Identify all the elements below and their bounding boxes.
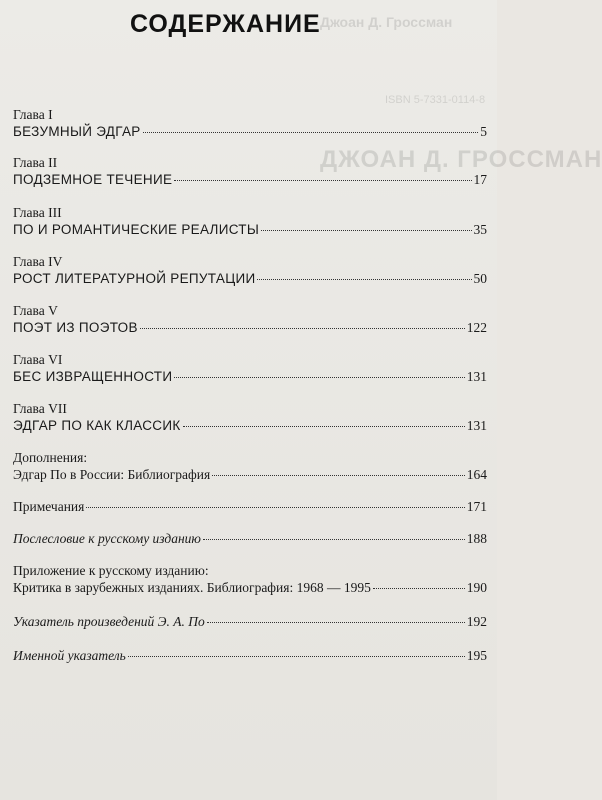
chapter-number: Глава VI [13,352,63,367]
toc-entry-chapter-4[interactable] [13,254,487,287]
page-number: 195 [466,648,487,663]
dot-leader [140,328,465,329]
chapter-title: БЕС ИЗВРАЩЕННОСТИ [13,369,173,384]
page-number: 131 [466,369,487,384]
bleed-isbn: ISBN 5-7331-0114-8 [385,94,486,106]
page-number: 5 [480,124,487,139]
toc-entry-works-index[interactable] [13,613,487,630]
page-number: 192 [466,614,487,629]
dot-leader [257,279,471,280]
chapter-title: ПОДЗЕМНОЕ ТЕЧЕНИЕ [13,172,173,187]
supplement-heading: Дополнения: [13,450,88,465]
chapter-title: БЕЗУМНЫЙ ЭДГАР [13,124,141,139]
chapter-title: ЭДГАР ПО КАК КЛАССИК [13,418,181,433]
page-number: 190 [466,580,487,595]
appendix-heading: Приложение к русскому изданию: [13,563,209,578]
name-index-title: Именной указатель [13,648,126,663]
toc-entry-chapter-3[interactable] [13,205,487,238]
page-number: 122 [466,320,487,335]
toc-entry-chapter-2[interactable] [13,155,487,188]
dot-leader [207,622,465,623]
toc-entry-chapter-5[interactable] [13,303,487,336]
dot-leader [174,377,464,378]
afterword-title: Послесловие к русскому изданию [13,531,201,546]
dot-leader [128,656,465,657]
chapter-number: Глава IV [13,254,63,269]
dot-leader [174,180,471,181]
dot-leader [183,426,465,427]
supplement-title: Эдгар По в России: Библиография [13,467,211,482]
chapter-number: Глава VII [13,401,67,416]
chapter-number: Глава II [13,155,58,170]
page-number: 35 [473,222,487,237]
works-index-title: Указатель произведений Э. А. По [13,614,205,629]
page-title: СОДЕРЖАНИЕ [130,10,321,38]
toc-entry-chapter-1[interactable] [13,107,487,140]
dot-leader [373,588,465,589]
dot-leader [203,539,465,540]
page-number: 131 [466,418,487,433]
page-number: 188 [466,531,487,546]
appendix-title: Критика в зарубежных изданиях. Библиография: 1968 — 1995 [13,580,371,595]
toc-entry-chapter-6[interactable] [13,352,487,385]
toc-entry-notes[interactable] [13,498,487,515]
chapter-number: Глава I [13,107,53,122]
notes-title: Примечания [13,499,85,514]
dot-leader [212,475,465,476]
toc-entry-afterword[interactable] [13,530,487,547]
toc-entry-appendix[interactable] [13,563,487,596]
chapter-number: Глава III [13,205,62,220]
chapter-title: ПО И РОМАНТИЧЕСКИЕ РЕАЛИСТЫ [13,222,260,237]
chapter-number: Глава V [13,303,58,318]
chapter-title: ПОЭТ ИЗ ПОЭТОВ [13,320,138,335]
bleed-header: Джоан Д. Гроссман [320,14,453,30]
toc-entry-supplement[interactable] [13,450,487,483]
toc-entry-name-index[interactable] [13,647,487,664]
dot-leader [143,132,479,133]
dot-leader [86,507,464,508]
dot-leader [261,230,471,231]
page-number: 171 [466,499,487,514]
toc-entry-chapter-7[interactable] [13,401,487,434]
page-number: 50 [473,271,487,286]
chapter-title: РОСТ ЛИТЕРАТУРНОЙ РЕПУТАЦИИ [13,271,256,286]
page-number: 17 [473,172,487,187]
bleed-big-title: ДЖОАН Д. ГРОССМАН [320,146,602,173]
page-number: 164 [466,467,487,482]
